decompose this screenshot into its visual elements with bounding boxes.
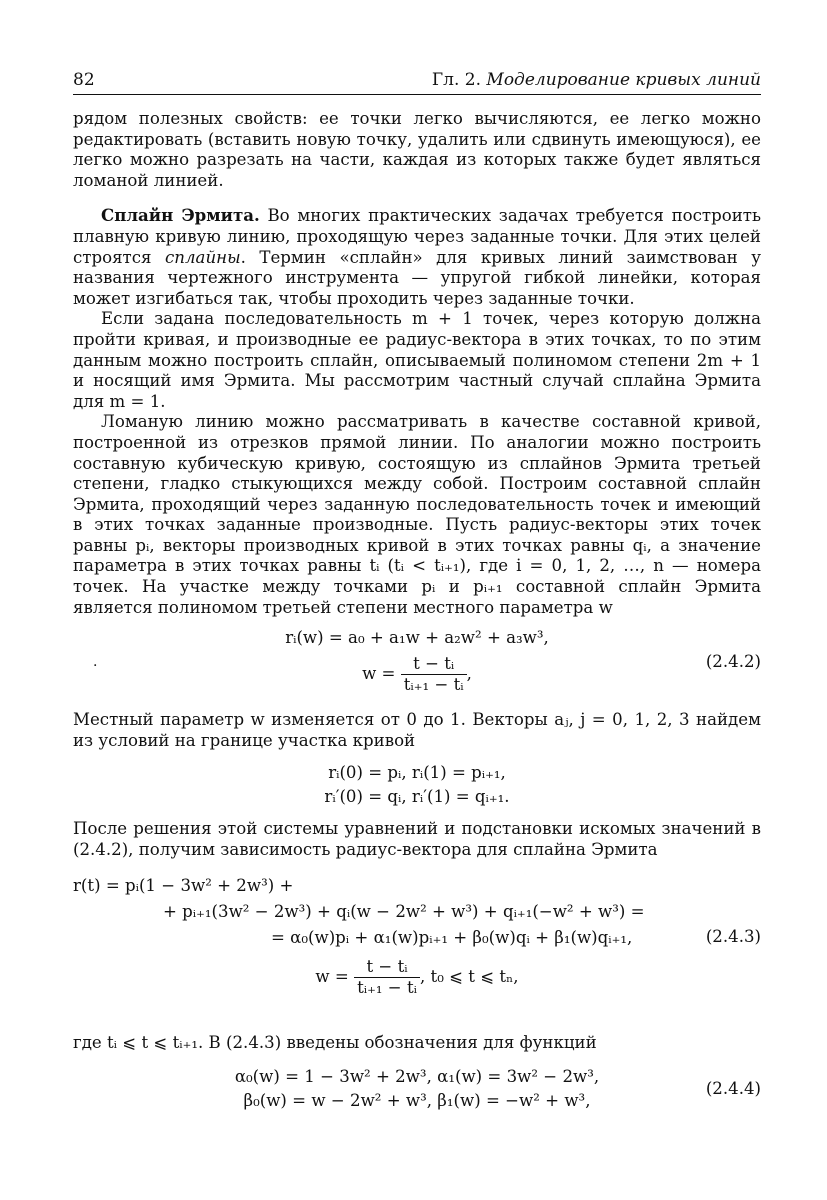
- section-paragraph: [73, 205, 761, 309]
- eq243-w-label: w =: [315, 966, 355, 986]
- paragraph-7: где tᵢ ⩽ t ⩽ tᵢ₊₁. В (2.4.3) введены обозначения для функций: [73, 1032, 597, 1052]
- chapter-label: Гл. 2.: [431, 70, 481, 90]
- section-text-b: . Термин «сплайн» для кривых линий заимствован у названия чертежного инструмента — упругой гибкой линейки, которая может изгибаться так, чтобы проходить через заданные точки.: [73, 247, 761, 308]
- eq244-line-2: β₀(w) = w − 2w² + w³, β₁(w) = −w² + w³,: [243, 1091, 591, 1111]
- running-header: [73, 70, 761, 95]
- eq242-fraction: [401, 654, 467, 695]
- eq243-number: (2.4.3): [705, 926, 761, 946]
- eq243-range: , t₀ ⩽ t ⩽ tₙ,: [419, 966, 519, 986]
- stray-dot: ·: [93, 658, 98, 675]
- eq244-line-1: α₀(w) = 1 − 3w² + 2w³, α₁(w) = 3w² − 2w³,: [234, 1067, 600, 1087]
- boundary-conditions: [73, 761, 761, 809]
- equation-2-4-4: [73, 1065, 761, 1121]
- eq242-number: (2.4.2): [705, 652, 761, 672]
- paragraph-5: Местный параметр w изменяется от 0 до 1. Векторы aⱼ, j = 0, 1, 2, 3 найдем из условий на границе участка кривой: [73, 710, 761, 750]
- section-term: сплайны: [165, 247, 241, 267]
- eq242-comma: ,: [466, 664, 472, 684]
- page-body: [73, 109, 761, 1121]
- eq244-number: (2.4.4): [705, 1079, 761, 1099]
- paragraph-4: Ломаную линию можно рассматривать в качестве составной кривой, построенной из отрезков прямой линии. По аналогии можно построить составную кубическую кривую, состоящую из сплайнов Эрмита третьей степени, гладко стыкующихся между собой. Построим составной сплайн Эрмита, проходящий через заданную последовательность точек и имеющий в этих точках заданные производные. Пусть радиус-векторы этих точек равны pᵢ, векторы производных кривой в этих точках равны qᵢ, а значение параметра в этих точках равны tᵢ (tᵢ < tᵢ₊₁), где i = 0, 1, 2, …, n — номера точек. На участке между точками pᵢ и pᵢ₊₁ составной сплайн Эрмита является полиномом третьей степени местного параметра w: [73, 412, 761, 617]
- eq243-fraction: [354, 957, 420, 998]
- section-heading: Сплайн Эрмита.: [101, 205, 260, 226]
- eq243-frac-den: tᵢ₊₁ − tᵢ: [357, 977, 417, 997]
- eq242-frac-den: tᵢ₊₁ − tᵢ: [403, 675, 464, 695]
- paragraph-1: рядом полезных свойств: ее точки легко вычисляются, ее легко можно редактировать (вставить новую точку, удалить или сдвинуть имеющуюся), ее легко можно разрезать на части, каждая из которых также будет являться ломаной линией.: [73, 109, 761, 190]
- page-number: 82: [73, 70, 95, 90]
- eq243-line-4: [73, 951, 761, 1003]
- eq242-line-2: [73, 650, 761, 698]
- equation-2-4-3: [73, 873, 761, 1023]
- eq242-line-1: rᵢ(w) = a₀ + a₁w + a₂w² + a₃w³,: [285, 628, 549, 648]
- eq243-line-1: r(t) = pᵢ(1 − 3w² + 2w³) +: [73, 875, 294, 895]
- boundary-line-2: rᵢ′(0) = qᵢ, rᵢ′(1) = qᵢ₊₁.: [324, 787, 510, 807]
- book-page: [73, 70, 761, 1129]
- eq243-frac-num: t − tᵢ: [354, 957, 420, 978]
- eq242-frac-num: t − tᵢ: [401, 654, 467, 675]
- paragraph-3: Если задана последовательность m + 1 точек, через которую должна пройти кривая, и производные ее радиус-вектора в этих точках, то по этим данным можно построить сплайн, описываемый полиномом степени 2m + 1 и носящий имя Эрмита. Мы рассмотрим частный случай сплайна Эрмита для m = 1.: [73, 309, 761, 411]
- eq243-line-3: = α₀(w)pᵢ + α₁(w)pᵢ₊₁ + β₀(w)qᵢ + β₁(w)qᵢ₊₁,: [271, 927, 633, 947]
- equation-2-4-2: [73, 626, 761, 702]
- chapter-title: Моделирование кривых линий: [486, 70, 761, 90]
- paragraph-6: После решения этой системы уравнений и подстановки искомых значений в (2.4.2), получим зависимость радиус-вектора для сплайна Эрмита: [73, 819, 761, 860]
- eq242-w-label: w =: [362, 664, 401, 684]
- eq243-line-2: + pᵢ₊₁(3w² − 2w³) + qᵢ(w − 2w² + w³) + qᵢ₊₁(−w² + w³) =: [163, 901, 645, 921]
- boundary-line-1: rᵢ(0) = pᵢ, rᵢ(1) = pᵢ₊₁,: [328, 763, 506, 783]
- running-title: [432, 70, 761, 90]
- section-text-a: Во многих практических задачах требуется построить плавную кривую линию, проходящую через заданные точки. Для этих целей строятся: [73, 206, 761, 267]
